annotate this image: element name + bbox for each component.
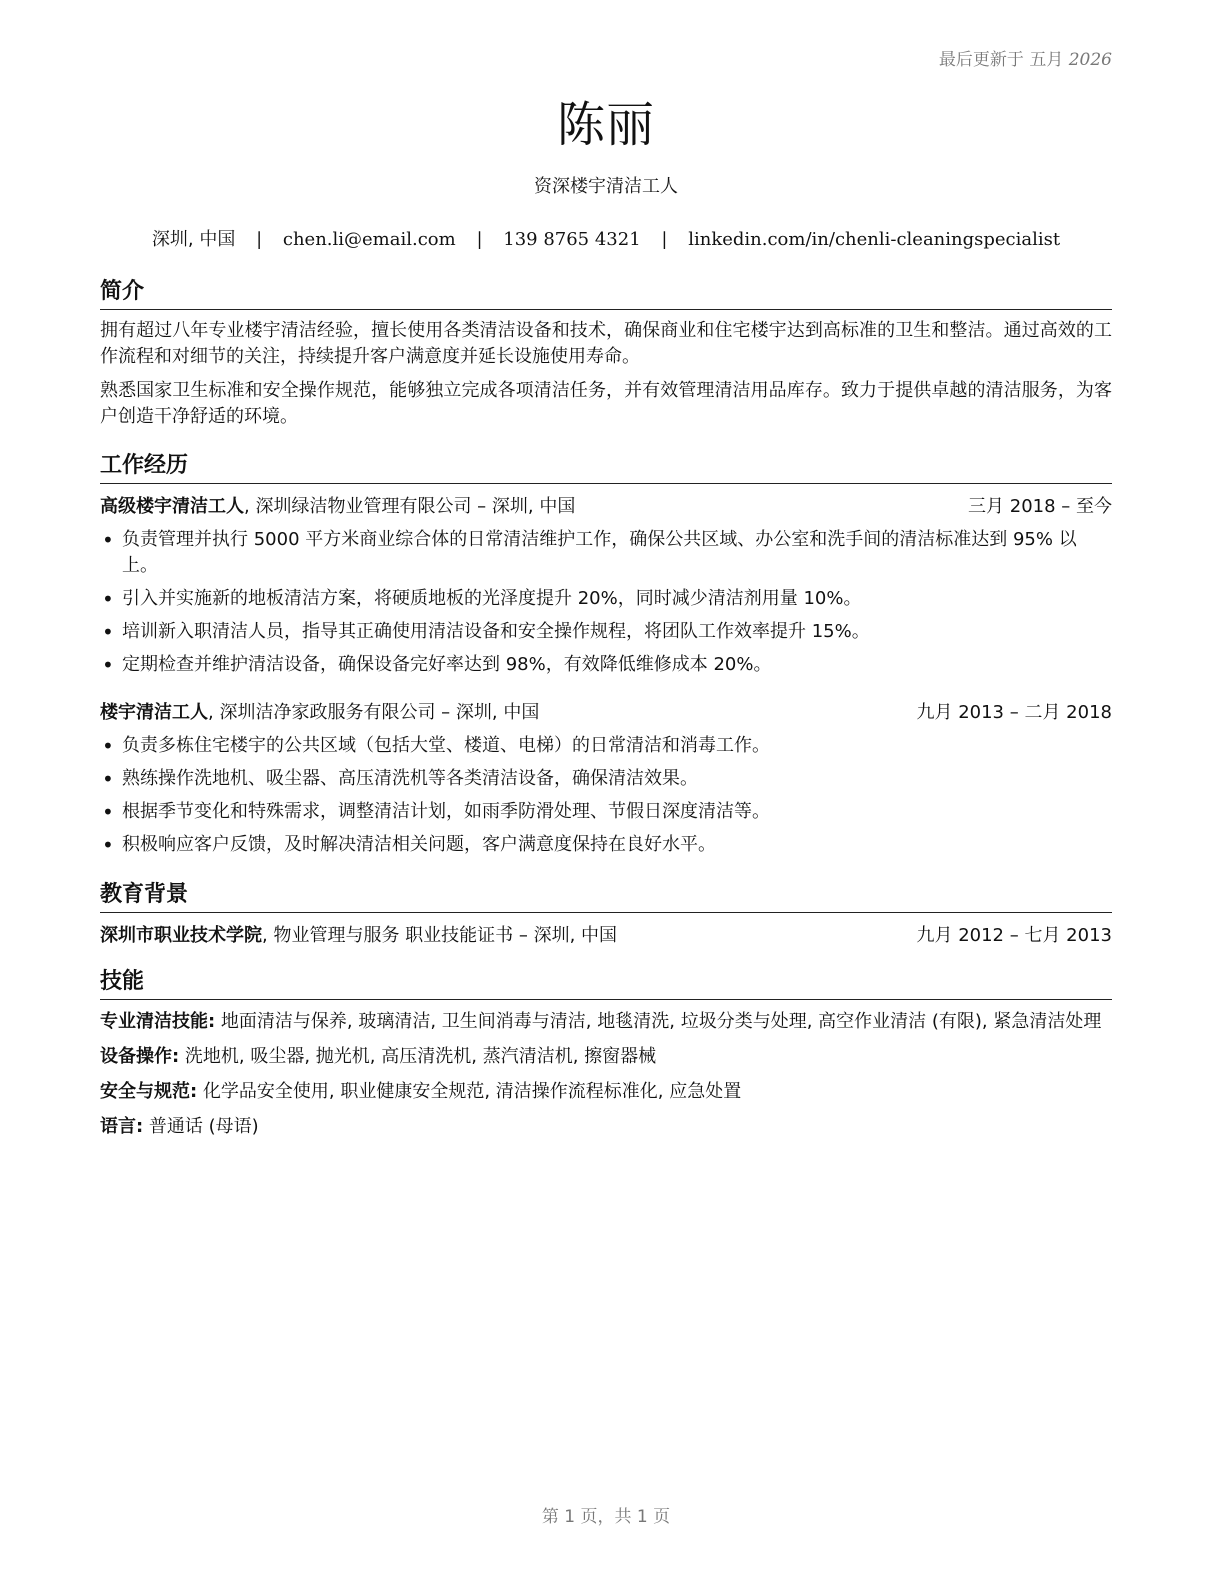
job-bullet: • 培训新入职清洁人员，指导其正确使用清洁设备和安全操作规程，将团队工作效率提升 15%。 — [100, 619, 1112, 645]
job-company: , 深圳绿洁物业管理有限公司 – 深圳, 中国 — [244, 496, 576, 517]
skill-label: 安全与规范: — [100, 1081, 198, 1102]
skill-value: 化学品安全使用, 职业健康安全规范, 清洁操作流程标准化, 应急处置 — [197, 1081, 742, 1102]
job-bullet: • 积极响应客户反馈，及时解决清洁相关问题，客户满意度保持在良好水平。 — [100, 832, 1112, 858]
job-bullet: • 根据季节变化和特殊需求，调整清洁计划，如雨季防滑处理、节假日深度清洁等。 — [100, 799, 1112, 825]
job-dates: 九月 2013 – 二月 2018 — [916, 702, 1112, 723]
job-bullet: • 负责多栋住宅楼宇的公共区域（包括大堂、楼道、电梯）的日常清洁和消毒工作。 — [100, 733, 1112, 759]
contact-linkedin[interactable]: linkedin.com/in/chenli-cleaningspecialist — [688, 229, 1061, 250]
skill-row — [100, 1044, 1112, 1070]
job-bullet: • 负责管理并执行 5000 平方米商业综合体的日常清洁维护工作，确保公共区域、办公室和洗手间的清洁标准达到 95% 以上。 — [100, 527, 1112, 579]
skill-value: 地面清洁与保养, 玻璃清洁, 卫生间消毒与清洁, 地毯清洗, 垃圾分类与处理, 高空作业清洁 (有限), 紧急清洁处理 — [215, 1011, 1102, 1032]
job-bullet: • 引入并实施新的地板清洁方案，将硬质地板的光泽度提升 20%，同时减少清洁剂用量 10%。 — [100, 586, 1112, 612]
job-bullets — [100, 527, 1112, 678]
skill-label: 语言: — [100, 1116, 144, 1137]
job-bullet: • 熟练操作洗地机、吸尘器、高压清洗机等各类清洁设备，确保清洁效果。 — [100, 766, 1112, 792]
contact-email[interactable]: chen.li@email.com — [282, 229, 456, 250]
skill-row — [100, 1079, 1112, 1105]
education-dates: 九月 2012 – 七月 2013 — [916, 925, 1112, 946]
last-updated-year: 2026 — [1068, 50, 1112, 70]
skill-value: 洗地机, 吸尘器, 抛光机, 高压清洗机, 蒸汽清洁机, 擦窗器械 — [179, 1046, 657, 1067]
summary-section — [100, 278, 1112, 430]
skill-row — [100, 1009, 1112, 1035]
job-header — [100, 700, 1112, 726]
skills-heading: 技能 — [100, 968, 1112, 1000]
job-dates: 三月 2018 – 至今 — [968, 496, 1112, 517]
job-bullet: • 定期检查并维护清洁设备，确保设备完好率达到 98%，有效降低维修成本 20%。 — [100, 652, 1112, 678]
summary-paragraph: 熟悉国家卫生标准和安全操作规范，能够独立完成各项清洁任务，并有效管理清洁用品库存。致力于提供卓越的清洁服务，为客户创造干净舒适的环境。 — [100, 380, 1112, 427]
skill-value: 普通话 (母语) — [143, 1116, 259, 1137]
skill-label: 专业清洁技能: — [100, 1011, 216, 1032]
experience-section — [100, 452, 1112, 858]
contact-location: 深圳, 中国 — [151, 229, 236, 250]
education-heading: 教育背景 — [100, 881, 1112, 913]
last-updated — [939, 45, 1112, 70]
job-role: 楼宇清洁工人 — [100, 702, 208, 723]
job-company: , 深圳洁净家政服务有限公司 – 深圳, 中国 — [208, 702, 540, 723]
skills-section — [100, 968, 1112, 1140]
contact-line — [100, 225, 1112, 251]
job-header — [100, 494, 1112, 520]
job-role: 高级楼宇清洁工人 — [100, 496, 244, 517]
candidate-name: 陈丽 — [556, 97, 655, 153]
education-section — [100, 881, 1112, 949]
experience-heading: 工作经历 — [100, 452, 1112, 484]
summary-paragraph: 拥有超过八年专业楼宇清洁经验，擅长使用各类清洁设备和技术，确保商业和住宅楼宇达到高标准的卫生和整洁。通过高效的工作流程和对细节的关注，持续提升客户满意度并延长设施使用寿命。 — [100, 320, 1112, 367]
skill-row — [100, 1114, 1112, 1140]
education-detail: , 物业管理与服务 职业技能证书 – 深圳, 中国 — [262, 925, 618, 946]
job-bullets — [100, 733, 1112, 858]
last-updated-prefix: 最后更新于 五月 — [938, 50, 1064, 70]
school-name: 深圳市职业技术学院 — [100, 925, 262, 946]
contact-separator: | — [661, 229, 668, 250]
contact-phone[interactable]: 139 8765 4321 — [503, 229, 641, 250]
skill-label: 设备操作: — [100, 1046, 180, 1067]
contact-separator: | — [476, 229, 483, 250]
page-footer: 第 1 页，共 1 页 — [541, 1507, 671, 1527]
contact-separator: | — [256, 229, 263, 250]
candidate-title: 资深楼宇清洁工人 — [534, 176, 678, 197]
resume-page — [100, 0, 1112, 1584]
education-entry — [100, 923, 1112, 949]
summary-heading: 简介 — [100, 278, 1112, 310]
